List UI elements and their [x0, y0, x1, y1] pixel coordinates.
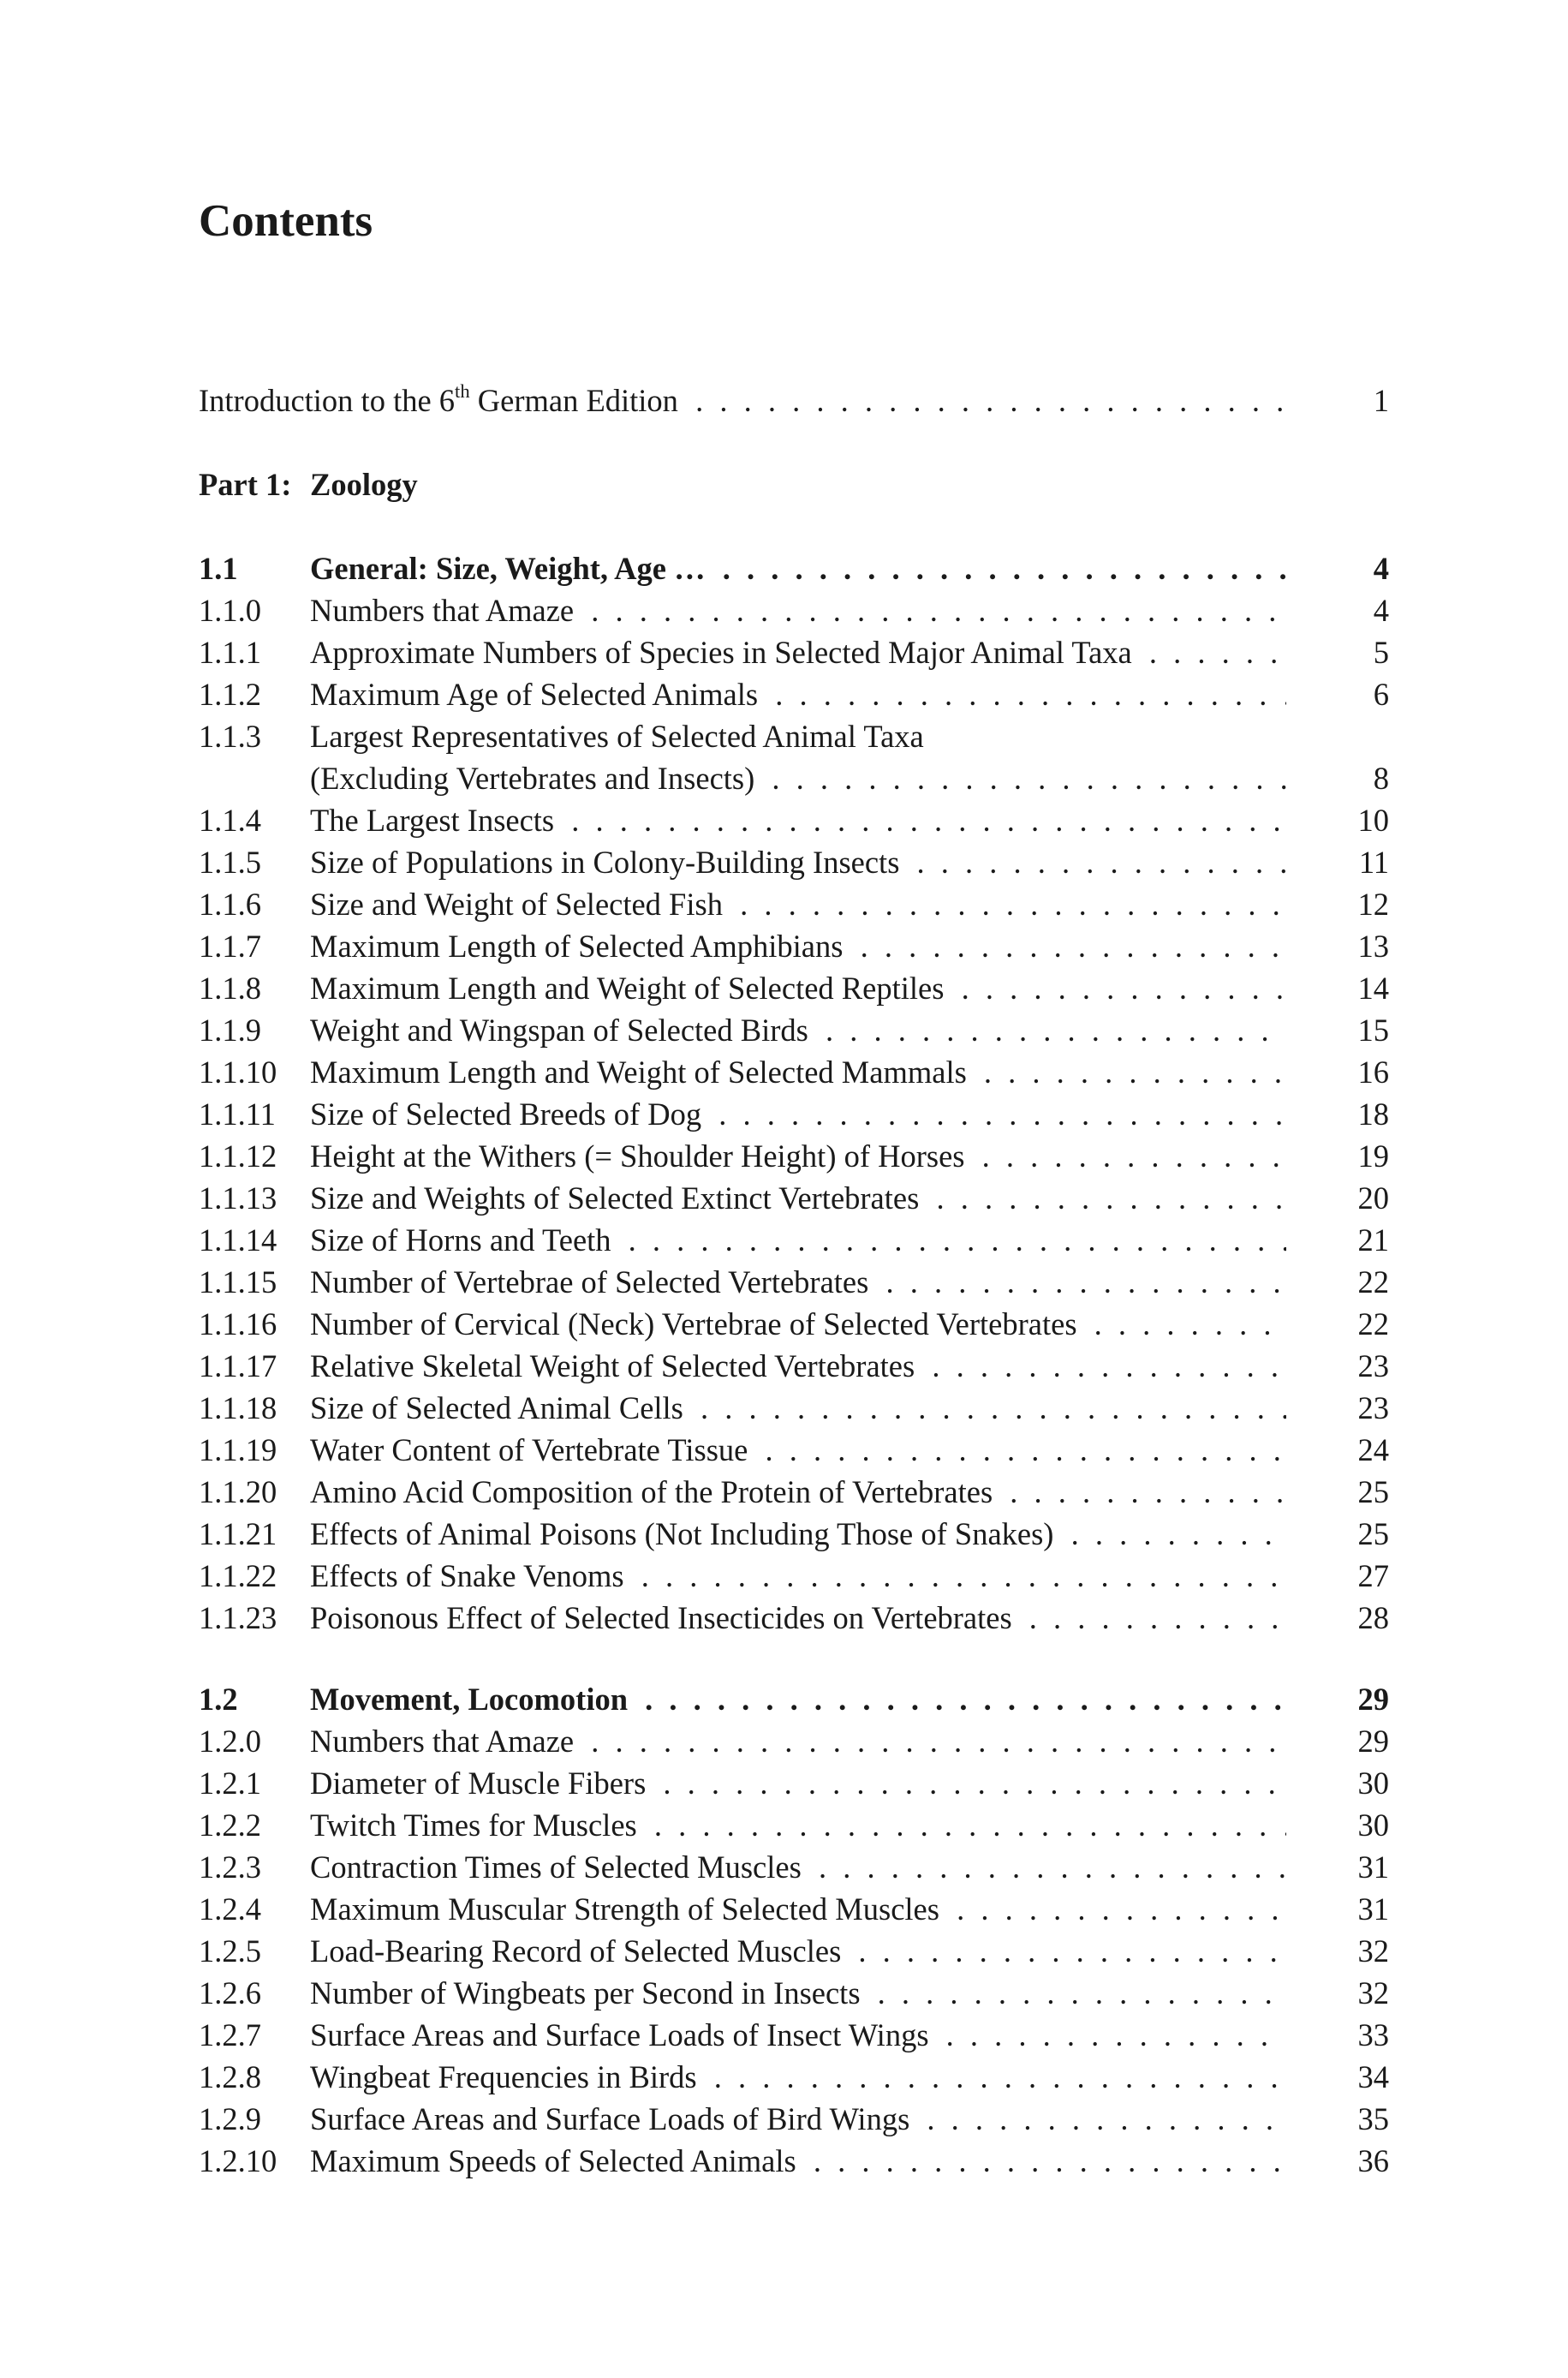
toc-entry-page: 35: [1357, 2101, 1389, 2136]
toc-entry-number: 1.2.5: [199, 1933, 261, 1969]
toc-entry-title: Load-Bearing Record of Selected Muscles . . .: [310, 1931, 1286, 1972]
toc-entry-page: 32: [1357, 1975, 1389, 2011]
toc-entry-number: 1.1.21: [199, 1516, 277, 1551]
toc-entry-title: Poisonous Effect of Selected Insecticides on Vertebrates . . .: [310, 1598, 1286, 1639]
toc-entry-number: 1.1.4: [199, 803, 261, 838]
toc-entry-page: 25: [1357, 1474, 1389, 1509]
toc-entry[interactable]: [199, 1262, 1389, 1303]
toc-entry-title: Size of Selected Animal Cells . . .: [310, 1388, 1286, 1429]
toc-entry[interactable]: [199, 2057, 1389, 2098]
toc-entry-title: Maximum Length of Selected Amphibians . . .: [310, 926, 1286, 967]
toc-entry[interactable]: [199, 1136, 1389, 1177]
toc-entry-number: 1.2.6: [199, 1975, 261, 2011]
toc-entry[interactable]: [199, 1721, 1389, 1762]
toc-entry-page: 22: [1357, 1306, 1389, 1341]
toc-entry-number: 1.2.4: [199, 1891, 261, 1927]
toc-entry[interactable]: [199, 674, 1389, 715]
section-title: Movement, Locomotion . . .: [310, 1679, 1286, 1720]
toc-entry-title: Number of Vertebrae of Selected Vertebrates . . .: [310, 1262, 1286, 1303]
toc-entry-title: Surface Areas and Surface Loads of Bird Wings . . .: [310, 2099, 1286, 2140]
toc-entry[interactable]: [199, 1388, 1389, 1429]
toc-entry-number: 1.1.23: [199, 1600, 277, 1635]
toc-entry-title: Relative Skeletal Weight of Selected Vertebrates . . .: [310, 1346, 1286, 1387]
toc-entry-title: Size and Weight of Selected Fish . . .: [310, 884, 1286, 925]
toc-entry[interactable]: [199, 1889, 1389, 1930]
toc-entry-number: 1.1.10: [199, 1055, 277, 1090]
toc-entry[interactable]: [199, 2141, 1389, 2182]
toc-entry-number: 1.2.9: [199, 2101, 261, 2136]
toc-entry[interactable]: [199, 884, 1389, 925]
toc-entry-page: 10: [1357, 803, 1389, 838]
toc-entry-page: 36: [1357, 2143, 1389, 2178]
toc-entry-page: 8: [1373, 761, 1389, 796]
toc-entry-page: 23: [1357, 1348, 1389, 1383]
toc-entry-title: Twitch Times for Muscles . . .: [310, 1805, 1286, 1846]
toc-entry-page: 22: [1357, 1264, 1389, 1300]
toc-entry-title: The Largest Insects . . .: [310, 800, 1286, 841]
toc-entry-number: 1.2.3: [199, 1849, 261, 1885]
toc-entry-title: Introduction to the 6th German Edition . . .: [199, 380, 1286, 421]
toc-entry[interactable]: [199, 1304, 1389, 1345]
toc-entry-number: 1.1.3: [199, 719, 261, 754]
toc-entry-page: 15: [1357, 1013, 1389, 1048]
toc-entry-title: Approximate Numbers of Species in Selected Major Animal Taxa . . .: [310, 632, 1286, 673]
toc-entry-number: 1.1.9: [199, 1013, 261, 1048]
toc-entry-page: 25: [1357, 1516, 1389, 1551]
toc-entry-page: 23: [1357, 1390, 1389, 1425]
toc-entry[interactable]: [199, 842, 1389, 883]
toc-entry-number: 1.1.16: [199, 1306, 277, 1341]
toc-entry-page: 16: [1357, 1055, 1389, 1090]
toc-entry-page: 30: [1357, 1807, 1389, 1843]
toc-entry-number: 1.1.13: [199, 1180, 277, 1216]
toc-entry[interactable]: [199, 716, 1389, 757]
toc-entry-title: Effects of Animal Poisons (Not Including Those of Snakes) . . .: [310, 1514, 1286, 1555]
toc-entry[interactable]: [199, 1220, 1389, 1261]
toc-entry-page: 4: [1373, 593, 1389, 628]
toc-entry-title: Water Content of Vertebrate Tissue . . .: [310, 1430, 1286, 1471]
toc-entry-number: 1.1.1: [199, 635, 261, 670]
toc-entry-number: 1.2.0: [199, 1724, 261, 1759]
toc-entry-number: 1.1.7: [199, 929, 261, 964]
toc-entry[interactable]: [199, 1514, 1389, 1555]
toc-entry-number: 1.2.10: [199, 2143, 277, 2178]
toc-entry-number: 1.1.5: [199, 845, 261, 880]
toc-entry-title: Number of Cervical (Neck) Vertebrae of Selected Vertebrates . . .: [310, 1304, 1286, 1345]
section-page: 4: [1373, 551, 1389, 586]
toc-entry-page: 27: [1357, 1558, 1389, 1593]
toc-entry-number: 1.1.12: [199, 1138, 277, 1174]
toc-entry[interactable]: [199, 800, 1389, 841]
toc-entry-introduction[interactable]: [199, 380, 1389, 421]
toc-entry-page: 14: [1357, 971, 1389, 1006]
section-page: 29: [1357, 1682, 1389, 1717]
toc-entry-title: Surface Areas and Surface Loads of Insect Wings . . .: [310, 2015, 1286, 2056]
toc-entry-page: 21: [1357, 1222, 1389, 1258]
toc-entry-title: Size and Weights of Selected Extinct Vertebrates . . .: [310, 1178, 1286, 1219]
toc-entry-number: 1.1.19: [199, 1432, 277, 1467]
toc-entry[interactable]: [199, 926, 1389, 967]
toc-entry-page: 20: [1357, 1180, 1389, 1216]
toc-entry-page: 13: [1357, 929, 1389, 964]
toc-entry[interactable]: [199, 1805, 1389, 1846]
toc-entry-page: 5: [1373, 635, 1389, 670]
toc-entry-title: Largest Representatives of Selected Animal Taxa: [310, 716, 936, 757]
toc-entry[interactable]: [199, 968, 1389, 1009]
toc-entry-continuation[interactable]: [199, 758, 1389, 799]
toc-entry-page: 12: [1357, 887, 1389, 922]
toc-entry-number: 1.1.17: [199, 1348, 277, 1383]
toc-entry[interactable]: [199, 1931, 1389, 1972]
toc-entry-page: 24: [1357, 1432, 1389, 1467]
toc-entry[interactable]: [199, 1472, 1389, 1513]
section-number: 1.2: [199, 1682, 238, 1717]
toc-entry-title: Size of Selected Breeds of Dog . . .: [310, 1094, 1286, 1135]
toc-entry-page: 1: [1373, 383, 1389, 418]
toc-entry-number: 1.1.15: [199, 1264, 277, 1300]
toc-entry-title: Weight and Wingspan of Selected Birds . . .: [310, 1010, 1286, 1051]
toc-entry[interactable]: [199, 1598, 1389, 1639]
toc-entry-page: 18: [1357, 1096, 1389, 1132]
toc-entry-number: 1.1.2: [199, 677, 261, 712]
section-number: 1.1: [199, 551, 238, 586]
page-title: Contents: [199, 196, 373, 246]
toc-entry-number: 1.2.7: [199, 2017, 261, 2052]
toc-entry-page: 11: [1358, 845, 1389, 880]
toc-entry[interactable]: [199, 1556, 1389, 1597]
part-label: Part 1:: [199, 467, 292, 502]
toc-entry-page: 6: [1373, 677, 1389, 712]
toc-entry[interactable]: [199, 1430, 1389, 1471]
toc-entry[interactable]: [199, 2099, 1389, 2140]
toc-entry[interactable]: [199, 632, 1389, 673]
toc-entry-title: Maximum Muscular Strength of Selected Muscles . . .: [310, 1889, 1286, 1930]
toc-entry[interactable]: [199, 1010, 1389, 1051]
toc-entry-title: Size of Populations in Colony-Building Insects . . .: [310, 842, 1286, 883]
toc-entry-number: 1.1.22: [199, 1558, 277, 1593]
toc-entry[interactable]: [199, 1847, 1389, 1888]
toc-entry-page: 29: [1357, 1724, 1389, 1759]
toc-entry-page: 31: [1357, 1891, 1389, 1927]
toc-entry-number: 1.1.18: [199, 1390, 277, 1425]
toc-entry-number: 1.2.1: [199, 1766, 261, 1801]
toc-entry-title: Maximum Length and Weight of Selected Reptiles . . .: [310, 968, 1286, 1009]
toc-entry-page: 30: [1357, 1766, 1389, 1801]
toc-entry[interactable]: [199, 1178, 1389, 1219]
toc-entry[interactable]: [199, 1346, 1389, 1387]
toc-entry-page: 34: [1357, 2059, 1389, 2094]
toc-entry-title: Amino Acid Composition of the Protein of Vertebrates . . .: [310, 1472, 1286, 1513]
toc-entry-number: 1.1.11: [199, 1096, 276, 1132]
toc-entry[interactable]: [199, 1052, 1389, 1093]
toc-entry-number: 1.1.8: [199, 971, 261, 1006]
toc-entry-title: Size of Horns and Teeth . . .: [310, 1220, 1286, 1261]
toc-entry-title: Diameter of Muscle Fibers . . .: [310, 1763, 1286, 1804]
toc-entry[interactable]: [199, 590, 1389, 631]
toc-entry-title: Maximum Length and Weight of Selected Mammals . . .: [310, 1052, 1286, 1093]
toc-entry-title: Maximum Age of Selected Animals . . .: [310, 674, 1286, 715]
toc-entry-page: 33: [1357, 2017, 1389, 2052]
part-heading: [199, 464, 1389, 505]
toc-entry-number: 1.1.20: [199, 1474, 277, 1509]
toc-entry-title: Effects of Snake Venoms . . .: [310, 1556, 1286, 1597]
toc-entry-title: Contraction Times of Selected Muscles . . .: [310, 1847, 1286, 1888]
toc-entry-number: 1.1.0: [199, 593, 261, 628]
toc-entry-title: Numbers that Amaze . . .: [310, 1721, 1286, 1762]
part-title: Zoology: [310, 464, 430, 505]
toc-entry[interactable]: [199, 2015, 1389, 2056]
toc-entry-title-continued: (Excluding Vertebrates and Insects) . . .: [310, 758, 1286, 799]
toc-entry-title: Wingbeat Frequencies in Birds . . .: [310, 2057, 1286, 2098]
toc-entry[interactable]: [199, 1763, 1389, 1804]
toc-entry-page: 31: [1357, 1849, 1389, 1885]
toc-entry-number: 1.2.2: [199, 1807, 261, 1843]
toc-entry-number: 1.2.8: [199, 2059, 261, 2094]
toc-entry-title: Height at the Withers (= Shoulder Height) of Horses . . .: [310, 1136, 1286, 1177]
section-title: General: Size, Weight, Age … . . .: [310, 548, 1286, 589]
toc-entry-page: 28: [1357, 1600, 1389, 1635]
toc-entry-page: 19: [1357, 1138, 1389, 1174]
section-heading-1-2[interactable]: [199, 1679, 1389, 1720]
toc-entry-number: 1.1.6: [199, 887, 261, 922]
toc-entry-title: Number of Wingbeats per Second in Insects . . .: [310, 1973, 1286, 2014]
toc-entry-title: Maximum Speeds of Selected Animals . . .: [310, 2141, 1286, 2182]
toc-entry-number: 1.1.14: [199, 1222, 277, 1258]
section-heading-1-1[interactable]: [199, 548, 1389, 589]
toc-entry-title: Numbers that Amaze . . .: [310, 590, 1286, 631]
toc-entry[interactable]: [199, 1973, 1389, 2014]
toc-entry[interactable]: [199, 1094, 1389, 1135]
toc-entry-page: 32: [1357, 1933, 1389, 1969]
